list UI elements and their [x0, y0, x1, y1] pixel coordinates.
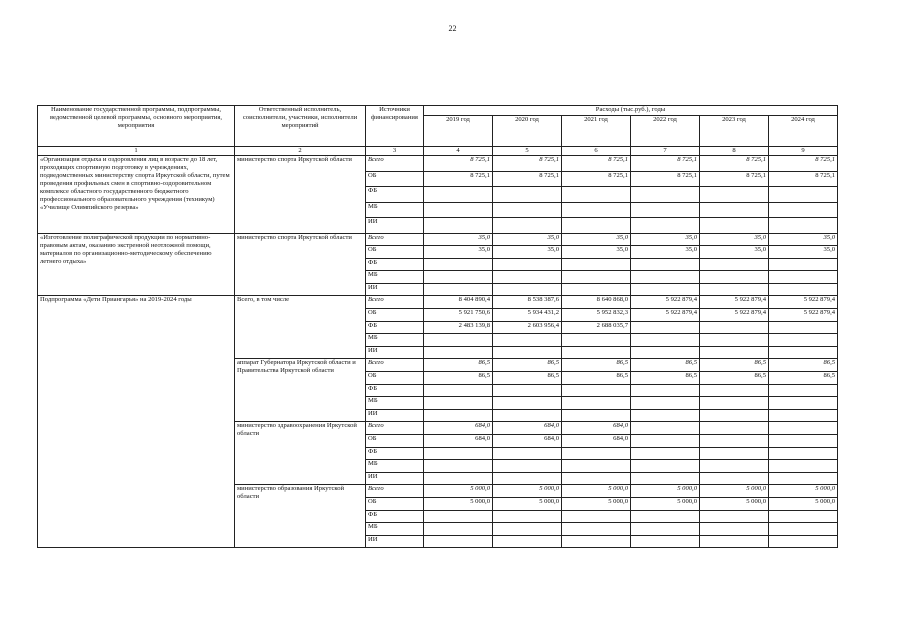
value-cell: 684,0 [493, 435, 562, 448]
value-cell [631, 271, 700, 284]
value-cell [424, 397, 493, 410]
value-cell: 8 725,1 [424, 171, 493, 187]
column-number: 8 [700, 147, 769, 156]
value-cell [562, 523, 631, 536]
value-cell [700, 523, 769, 536]
header-col-executor: Ответственный исполнитель, соисполнители, участники, исполнители мероприятий [235, 106, 366, 147]
value-cell: 5 921 750,6 [424, 309, 493, 322]
source-cell: ОБ [366, 171, 424, 187]
source-cell: ФБ [366, 321, 424, 334]
value-cell [493, 409, 562, 422]
value-cell [424, 334, 493, 347]
source-cell: ОБ [366, 435, 424, 448]
value-cell [631, 384, 700, 397]
value-cell [493, 510, 562, 523]
value-cell [424, 187, 493, 203]
value-cell: 8 404 890,4 [424, 296, 493, 309]
executor-cell: Всего, в том числе [235, 296, 366, 359]
value-cell: 5 000,0 [700, 497, 769, 510]
value-cell: 35,0 [493, 246, 562, 259]
column-number: 2 [235, 147, 366, 156]
program-name-cell: Подпрограмма «Дети Приангарья» на 2019-2024 годы [38, 296, 235, 548]
value-cell: 86,5 [562, 372, 631, 385]
header-year: 2022 год [631, 116, 700, 147]
source-cell: ФБ [366, 510, 424, 523]
value-cell [562, 283, 631, 296]
value-cell [700, 510, 769, 523]
value-cell [424, 271, 493, 284]
source-cell: ОБ [366, 497, 424, 510]
value-cell [769, 271, 838, 284]
value-cell: 5 934 431,2 [493, 309, 562, 322]
value-cell [562, 258, 631, 271]
source-cell: МБ [366, 397, 424, 410]
column-number: 9 [769, 147, 838, 156]
page-number: 22 [448, 24, 457, 33]
value-cell: 8 725,1 [769, 171, 838, 187]
header-col-source: Источники финансирования [366, 106, 424, 147]
column-number: 7 [631, 147, 700, 156]
value-cell [631, 346, 700, 359]
value-cell [631, 334, 700, 347]
source-cell: ИИ [366, 472, 424, 485]
value-cell [493, 202, 562, 218]
value-cell: 5 000,0 [424, 485, 493, 498]
value-cell [562, 397, 631, 410]
value-cell: 5 952 832,3 [562, 309, 631, 322]
value-cell: 5 000,0 [493, 485, 562, 498]
table-row [38, 233, 838, 246]
value-cell [562, 460, 631, 473]
value-cell [700, 271, 769, 284]
value-cell [562, 535, 631, 548]
value-cell [700, 422, 769, 435]
value-cell: 5 000,0 [631, 497, 700, 510]
value-cell [493, 535, 562, 548]
value-cell [424, 535, 493, 548]
value-cell: 8 725,1 [493, 171, 562, 187]
value-cell: 86,5 [424, 359, 493, 372]
value-cell [562, 202, 631, 218]
value-cell: 35,0 [424, 233, 493, 246]
value-cell [562, 409, 631, 422]
value-cell [493, 523, 562, 536]
column-number-row [38, 147, 838, 156]
column-number: 5 [493, 147, 562, 156]
value-cell [493, 447, 562, 460]
table-row [38, 156, 838, 172]
table-row [38, 296, 838, 309]
source-cell: МБ [366, 334, 424, 347]
source-cell: Всего [366, 156, 424, 172]
value-cell: 8 725,1 [562, 156, 631, 172]
value-cell [562, 472, 631, 485]
value-cell [769, 435, 838, 448]
value-cell [700, 258, 769, 271]
value-cell [493, 283, 562, 296]
header-year: 2021 год [562, 116, 631, 147]
value-cell [700, 472, 769, 485]
value-cell [631, 510, 700, 523]
value-cell [631, 283, 700, 296]
value-cell: 8 725,1 [631, 171, 700, 187]
value-cell [493, 472, 562, 485]
value-cell [631, 523, 700, 536]
value-cell [424, 283, 493, 296]
source-cell: ИИ [366, 283, 424, 296]
source-cell: Всего [366, 422, 424, 435]
value-cell [493, 397, 562, 410]
value-cell: 5 000,0 [769, 497, 838, 510]
value-cell [562, 447, 631, 460]
value-cell [493, 460, 562, 473]
header-row-top [38, 106, 838, 116]
value-cell [562, 384, 631, 397]
value-cell: 35,0 [424, 246, 493, 259]
value-cell [631, 397, 700, 410]
value-cell [631, 321, 700, 334]
source-cell: ФБ [366, 447, 424, 460]
value-cell [424, 460, 493, 473]
value-cell [700, 202, 769, 218]
value-cell [700, 460, 769, 473]
value-cell: 86,5 [769, 359, 838, 372]
value-cell: 2 483 139,8 [424, 321, 493, 334]
value-cell [631, 218, 700, 234]
value-cell [631, 187, 700, 203]
source-cell: ФБ [366, 384, 424, 397]
value-cell [700, 447, 769, 460]
value-cell [700, 346, 769, 359]
source-cell: ОБ [366, 309, 424, 322]
value-cell [769, 384, 838, 397]
value-cell [424, 384, 493, 397]
header-year: 2019 год [424, 116, 493, 147]
value-cell [424, 447, 493, 460]
value-cell: 5 922 879,4 [769, 309, 838, 322]
value-cell: 684,0 [424, 422, 493, 435]
header-year: 2020 год [493, 116, 562, 147]
value-cell [631, 258, 700, 271]
source-cell: МБ [366, 271, 424, 284]
value-cell [769, 397, 838, 410]
value-cell: 8 725,1 [631, 156, 700, 172]
value-cell: 5 922 879,4 [700, 296, 769, 309]
value-cell: 86,5 [424, 372, 493, 385]
value-cell [493, 258, 562, 271]
value-cell: 5 000,0 [562, 485, 631, 498]
source-cell: МБ [366, 202, 424, 218]
value-cell [769, 258, 838, 271]
value-cell [631, 435, 700, 448]
source-cell: ФБ [366, 258, 424, 271]
source-cell: ОБ [366, 372, 424, 385]
value-cell [700, 187, 769, 203]
value-cell: 8 640 868,0 [562, 296, 631, 309]
value-cell [769, 187, 838, 203]
value-cell [493, 384, 562, 397]
value-cell [562, 334, 631, 347]
value-cell [769, 218, 838, 234]
source-cell: Всего [366, 485, 424, 498]
value-cell: 8 725,1 [562, 171, 631, 187]
value-cell: 5 922 879,4 [769, 296, 838, 309]
value-cell: 5 922 879,4 [700, 309, 769, 322]
column-number: 6 [562, 147, 631, 156]
value-cell [769, 535, 838, 548]
value-cell [769, 523, 838, 536]
value-cell [700, 435, 769, 448]
value-cell [493, 346, 562, 359]
value-cell [700, 535, 769, 548]
source-cell: ИИ [366, 535, 424, 548]
value-cell: 5 000,0 [631, 485, 700, 498]
header-year: 2024 год [769, 116, 838, 147]
value-cell [769, 409, 838, 422]
source-cell: Всего [366, 359, 424, 372]
value-cell [424, 472, 493, 485]
value-cell [700, 334, 769, 347]
value-cell: 5 922 879,4 [631, 309, 700, 322]
source-cell: ИИ [366, 346, 424, 359]
value-cell: 86,5 [631, 372, 700, 385]
value-cell: 8 725,1 [700, 156, 769, 172]
value-cell: 8 725,1 [493, 156, 562, 172]
value-cell: 35,0 [700, 233, 769, 246]
value-cell [769, 321, 838, 334]
source-cell: ФБ [366, 187, 424, 203]
value-cell [631, 472, 700, 485]
source-cell: МБ [366, 460, 424, 473]
column-number: 1 [38, 147, 235, 156]
value-cell: 86,5 [631, 359, 700, 372]
header-col-expenses: Расходы (тыс.руб.), годы [424, 106, 838, 116]
value-cell [562, 346, 631, 359]
value-cell [424, 510, 493, 523]
value-cell: 5 000,0 [700, 485, 769, 498]
value-cell [700, 218, 769, 234]
program-name-cell: «Организация отдыха и оздоровления лиц в возрасте до 18 лет, проходящих спортивную подготовку в учреждениях, подведомственных министерству спорта Иркутской области, путем проведения профильных смен в спортивно-оздоровительном комплексе областного государственного бюджетного профессионального образовательного учреждения (техникум) «Училище Олимпийского резерва» [38, 156, 235, 234]
value-cell [700, 384, 769, 397]
value-cell [424, 346, 493, 359]
value-cell: 86,5 [700, 359, 769, 372]
value-cell [700, 321, 769, 334]
value-cell [631, 202, 700, 218]
value-cell [769, 202, 838, 218]
source-cell: ИИ [366, 409, 424, 422]
value-cell [493, 218, 562, 234]
value-cell: 35,0 [562, 246, 631, 259]
value-cell: 35,0 [562, 233, 631, 246]
value-cell: 35,0 [769, 233, 838, 246]
value-cell [493, 187, 562, 203]
value-cell [769, 460, 838, 473]
value-cell: 5 000,0 [424, 497, 493, 510]
value-cell [769, 334, 838, 347]
value-cell: 8 725,1 [424, 156, 493, 172]
table-body [38, 156, 838, 548]
value-cell: 5 922 879,4 [631, 296, 700, 309]
value-cell [631, 460, 700, 473]
value-cell: 35,0 [631, 233, 700, 246]
value-cell [769, 447, 838, 460]
value-cell [562, 271, 631, 284]
value-cell [631, 447, 700, 460]
source-cell: Всего [366, 233, 424, 246]
value-cell: 684,0 [562, 435, 631, 448]
value-cell [700, 283, 769, 296]
program-name-cell: «Изготовление полиграфической продукции по нормативно-правовым актам, оказанию экстренной неотложной помощи, материалов по организационно-методическому обеспечению летнего отдыха» [38, 233, 235, 296]
value-cell [769, 510, 838, 523]
source-cell: МБ [366, 523, 424, 536]
value-cell [769, 283, 838, 296]
value-cell: 5 000,0 [493, 497, 562, 510]
executor-cell: министерство спорта Иркутской области [235, 233, 366, 296]
value-cell: 684,0 [424, 435, 493, 448]
value-cell [493, 334, 562, 347]
value-cell [631, 422, 700, 435]
value-cell [562, 218, 631, 234]
value-cell: 86,5 [493, 372, 562, 385]
value-cell [562, 187, 631, 203]
column-number: 4 [424, 147, 493, 156]
value-cell [631, 409, 700, 422]
value-cell: 35,0 [769, 246, 838, 259]
value-cell [562, 510, 631, 523]
value-cell: 2 688 035,7 [562, 321, 631, 334]
column-number: 3 [366, 147, 424, 156]
value-cell [769, 346, 838, 359]
header-year: 2023 год [700, 116, 769, 147]
value-cell [424, 258, 493, 271]
value-cell: 86,5 [769, 372, 838, 385]
expenses-table [37, 105, 838, 548]
source-cell: ИИ [366, 218, 424, 234]
value-cell: 5 000,0 [769, 485, 838, 498]
executor-cell: министерство спорта Иркутской области [235, 156, 366, 234]
value-cell: 86,5 [493, 359, 562, 372]
value-cell [424, 409, 493, 422]
value-cell [424, 202, 493, 218]
value-cell: 8 725,1 [700, 171, 769, 187]
source-cell: ОБ [366, 246, 424, 259]
source-cell: Всего [366, 296, 424, 309]
value-cell [631, 535, 700, 548]
value-cell: 8 538 387,6 [493, 296, 562, 309]
executor-cell: аппарат Губернатора Иркутской области и Правительства Иркутской области [235, 359, 366, 422]
value-cell: 86,5 [562, 359, 631, 372]
value-cell: 2 603 956,4 [493, 321, 562, 334]
value-cell: 86,5 [700, 372, 769, 385]
value-cell [769, 472, 838, 485]
value-cell: 35,0 [700, 246, 769, 259]
value-cell: 5 000,0 [562, 497, 631, 510]
value-cell [493, 271, 562, 284]
value-cell [424, 218, 493, 234]
executor-cell: министерство образования Иркутской области [235, 485, 366, 548]
value-cell [700, 409, 769, 422]
value-cell [700, 397, 769, 410]
value-cell: 684,0 [493, 422, 562, 435]
executor-cell: министерство здравоохранения Иркутской области [235, 422, 366, 485]
header-col-name: Наименование государственной программы, подпрограммы, ведомственной целевой программы, основного мероприятия, мероприятия [38, 106, 235, 147]
value-cell: 35,0 [493, 233, 562, 246]
value-cell: 684,0 [562, 422, 631, 435]
value-cell [424, 523, 493, 536]
value-cell: 35,0 [631, 246, 700, 259]
value-cell [769, 422, 838, 435]
value-cell: 8 725,1 [769, 156, 838, 172]
